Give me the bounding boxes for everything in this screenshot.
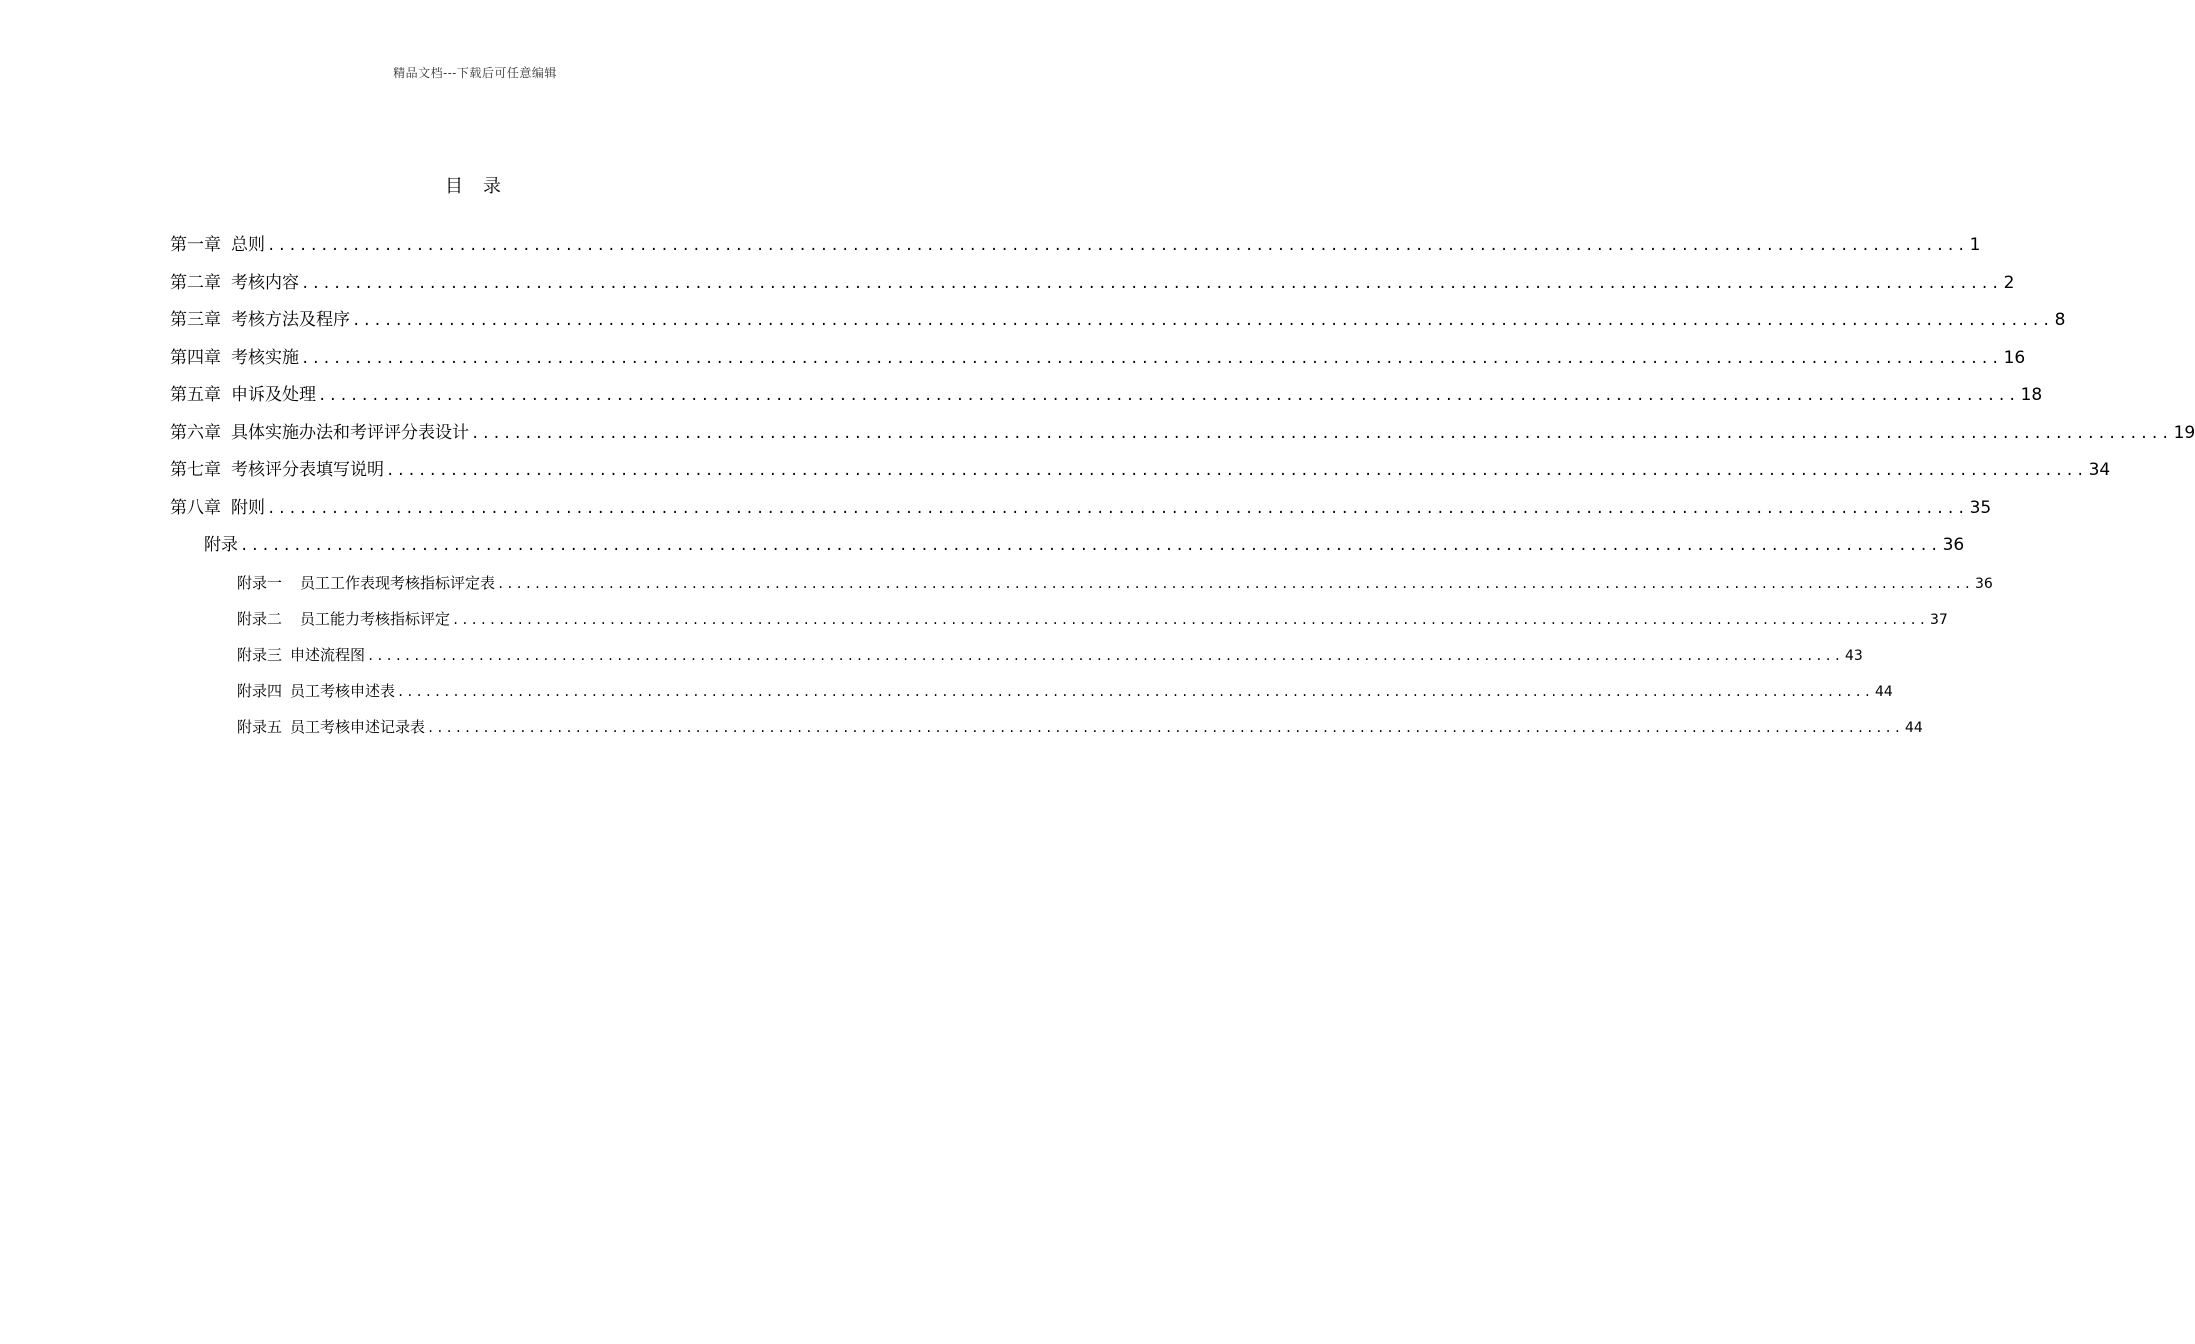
toc-entry-chapter-6[interactable] [170,415,2195,453]
toc-entry-chapter-4[interactable] [170,340,2026,378]
dot-leader: ................................................................................................................................................................ [301,350,2002,367]
chapter-number: 第八章 [170,497,221,518]
toc-title-left: 目 [445,176,467,197]
dot-leader: ................................................................................................................................................................ [427,720,1903,735]
chapter-title: 申诉及处理 [231,385,316,405]
chapter-title: 考核方法及程序 [231,310,350,330]
header-watermark: 精品文档---下载后可任意编辑 [393,66,557,80]
dot-leader: ................................................................................................................................................................ [301,275,2002,292]
appendix-title: 附录 [204,535,238,555]
chapter-number: 第六章 [170,422,221,443]
toc-entry-chapter-7[interactable] [170,452,2111,490]
dot-leader: ................................................................................................................................................................ [386,463,2087,479]
appendix-number: 附录一 [237,573,283,592]
toc-entry-appendix-1[interactable] [170,565,1993,601]
chapter-number: 第三章 [170,310,221,330]
table-of-contents [170,227,2195,745]
toc-entry-appendix[interactable] [170,527,1965,565]
toc-entry-chapter-3[interactable] [170,302,2066,340]
page-number: 44 [1874,683,1893,700]
page-number: 43 [1844,647,1863,664]
page-number: 16 [2003,347,2026,368]
toc-entry-chapter-8[interactable] [170,490,1992,528]
dot-leader: ................................................................................................................................................................ [267,500,1968,517]
dot-leader: ................................................................................................................................................................ [240,538,1941,554]
appendix-number: 附录二 [237,609,283,628]
appendix-item-title: 员工考核申述表 [290,681,396,700]
dot-leader: ................................................................................................................................................................ [452,612,1928,627]
appendix-number: 附录五 [237,717,283,736]
page-number: 18 [2020,385,2043,405]
chapter-title: 附则 [231,497,265,518]
chapter-number: 第五章 [170,385,221,405]
appendix-number: 附录四 [237,681,283,700]
page-number: 44 [1904,719,1923,736]
dot-leader: ................................................................................................................................................................ [352,313,2053,329]
toc-entry-appendix-5[interactable] [170,709,1923,745]
toc-entry-chapter-2[interactable] [170,265,2015,303]
page-number: 19 [2173,422,2195,443]
dot-leader: ................................................................................................................................................................ [318,388,2019,404]
appendix-item-title: 员工能力考核指标评定 [300,609,451,628]
dot-leader: ................................................................................................................................................................ [267,238,1968,254]
page-number: 36 [1942,535,1965,555]
chapter-number: 第七章 [170,460,221,480]
page-number: 8 [2054,310,2066,330]
dot-leader: ................................................................................................................................................................ [367,648,1843,663]
appendix-number: 附录三 [237,645,283,664]
toc-entry-appendix-4[interactable] [170,673,1893,709]
page-number: 1 [1969,235,1981,255]
toc-entry-appendix-3[interactable] [170,637,1863,673]
page-number: 37 [1929,611,1948,628]
page-number: 35 [1969,497,1992,518]
appendix-item-title: 员工考核申述记录表 [290,717,426,736]
page-number: 36 [1974,575,1993,592]
toc-entry-appendix-2[interactable] [170,601,1948,637]
dot-leader: ................................................................................................................................................................ [471,425,2172,442]
chapter-title: 考核评分表填写说明 [231,460,384,480]
toc-title [0,172,950,198]
chapter-number: 第二章 [170,272,221,293]
dot-leader: ................................................................................................................................................................ [497,576,1973,591]
chapter-title: 考核内容 [231,272,299,293]
chapter-number: 第一章 [170,235,221,255]
chapter-title: 考核实施 [231,347,299,368]
appendix-item-title: 申述流程图 [290,645,366,664]
toc-title-right: 录 [483,176,505,197]
appendix-item-title: 员工工作表现考核指标评定表 [300,573,496,592]
dot-leader: ................................................................................................................................................................ [397,684,1873,699]
chapter-number: 第四章 [170,347,221,368]
page-number: 2 [2003,272,2015,293]
page-number: 34 [2088,460,2111,480]
toc-entry-chapter-5[interactable] [170,377,2043,415]
chapter-title: 具体实施办法和考评评分表设计 [231,422,469,443]
chapter-title: 总则 [231,235,265,255]
toc-entry-chapter-1[interactable] [170,227,1981,265]
